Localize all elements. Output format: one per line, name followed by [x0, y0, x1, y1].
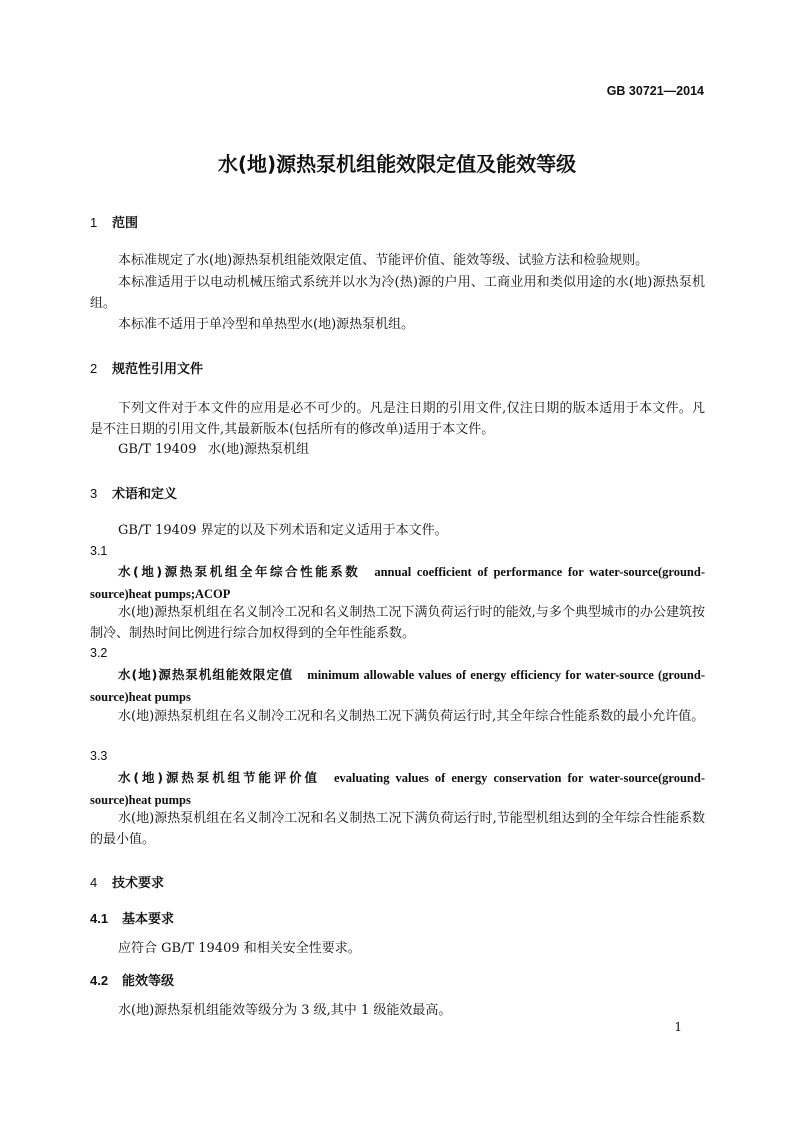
subsection-number: 4.1 — [90, 911, 109, 926]
term-definition: 水(地)源热泵机组在名义制冷工况和名义制热工况下满负荷运行时的能效,与多个典型城市的办公建筑按制冷、制热时间比例进行综合加权得到的全年性能系数。 — [90, 605, 705, 641]
subsection-title: 基本要求 — [122, 912, 175, 927]
normative-reference — [118, 439, 309, 460]
section-number: 4 — [90, 875, 98, 890]
clause-number: 3.1 — [90, 544, 108, 558]
section-1-heading — [90, 212, 138, 231]
section-number: 1 — [90, 215, 98, 230]
section-title: 技术要求 — [112, 876, 165, 891]
reference-title: 水(地)源热泵机组 — [208, 442, 310, 457]
section-number: 2 — [90, 361, 98, 376]
paragraph: 应符合 GB/T 19409 和相关安全性要求。 — [118, 941, 361, 956]
term-en: evaluating values of energy conservation for water-source(ground-source)heat pumps — [90, 771, 705, 807]
section-title: 术语和定义 — [112, 487, 178, 502]
term-zh: 水(地)源热泵机组全年综合性能系数 — [118, 564, 361, 579]
clause-number: 3.2 — [90, 646, 108, 660]
term-en: annual coefficient of performance for water-source(ground-source)heat pumps;ACOP — [90, 565, 706, 601]
section-title: 范围 — [112, 216, 139, 231]
term-zh: 水(地)源热泵机组能效限定值 — [118, 667, 294, 682]
reference-code: GB/T 19409 — [118, 442, 197, 457]
page-number: 1 — [674, 1020, 682, 1034]
paragraph: 本标准适用于以电动机械压缩式系统并以水为冷(热)源的户用、工商业用和类似用途的水(地)源热泵机组。 — [90, 275, 705, 311]
document-title: 水(地)源热泵机组能效限定值及能效等级 — [217, 152, 577, 176]
section-title: 规范性引用文件 — [112, 362, 204, 377]
paragraph: 本标准规定了水(地)源热泵机组能效限定值、节能评价值、能效等级、试验方法和检验规则。 — [118, 253, 649, 268]
term-zh: 水(地)源热泵机组节能评价值 — [118, 770, 320, 785]
standard-code: GB 30721—2014 — [606, 84, 704, 98]
paragraph: GB/T 19409 界定的以及下列术语和定义适用于本文件。 — [118, 523, 448, 538]
term-entry — [90, 664, 705, 708]
term-entry — [90, 767, 705, 811]
term-definition: 水(地)源热泵机组在名义制冷工况和名义制热工况下满负荷运行时,节能型机组达到的全年综合性能系数的最小值。 — [90, 811, 705, 847]
subsection-4-2-heading — [90, 970, 174, 989]
subsection-4-1-heading — [90, 908, 174, 927]
subsection-number: 4.2 — [90, 973, 109, 988]
section-number: 3 — [90, 486, 98, 501]
paragraph: 水(地)源热泵机组能效等级分为 3 级,其中 1 级能效最高。 — [118, 1003, 452, 1018]
section-2-heading — [90, 358, 203, 377]
paragraph: 下列文件对于本文件的应用是必不可少的。凡是注日期的引用文件,仅注日期的版本适用于本文件。凡是不注日期的引用文件,其最新版本(包括所有的修改单)适用于本文件。 — [90, 401, 705, 437]
term-definition: 水(地)源热泵机组在名义制冷工况和名义制热工况下满负荷运行时,其全年综合性能系数的最小允许值。 — [118, 709, 705, 724]
term-en: minimum allowable values of energy efficiency for water-source (ground-source)heat pumps — [90, 668, 705, 704]
paragraph: 本标准不适用于单冷型和单热型水(地)源热泵机组。 — [118, 317, 415, 332]
term-entry — [90, 561, 705, 605]
section-4-heading — [90, 872, 164, 891]
section-3-heading — [90, 483, 177, 502]
clause-number: 3.3 — [90, 749, 108, 763]
subsection-title: 能效等级 — [122, 974, 175, 989]
